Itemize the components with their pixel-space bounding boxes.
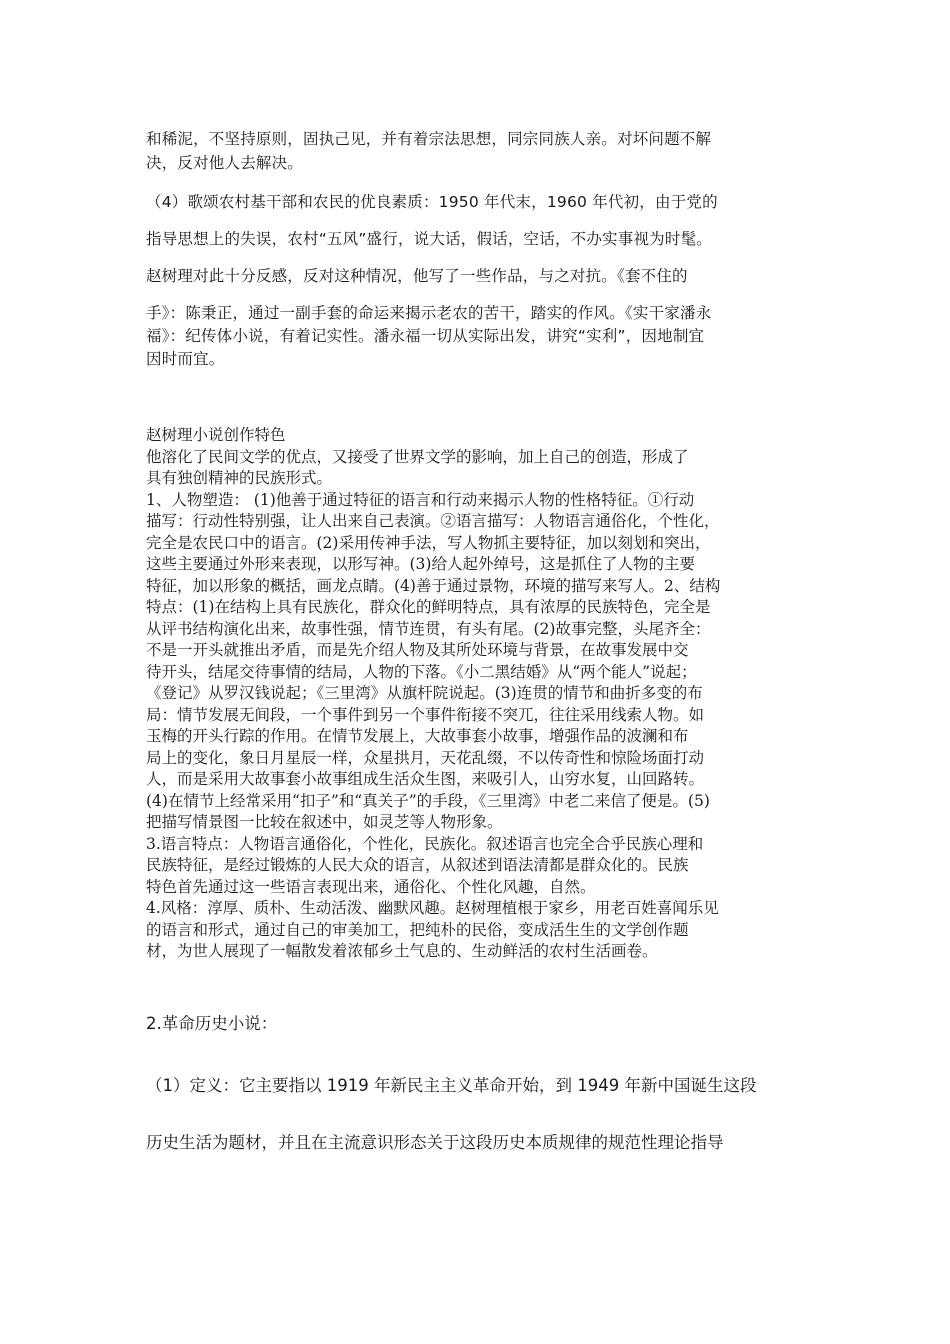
text-line: 他溶化了民间文学的优点，又接受了世界文学的影响，加上自己的创造，形成了 <box>146 447 689 466</box>
text-line: 手》：陈秉正，通过一副手套的命运来揭示老农的苦干，踏实的作风。《实干家潘永 <box>146 304 712 322</box>
text-line: 特点：(1)在结构上具有民族化，群众化的鲜明特点，具有浓厚的民族特色，完全是 <box>146 598 711 616</box>
text-line: 局：情节发展无间段，一个事件到另一个事件衔接不突兀，往往采用线索人物。如 <box>146 705 705 724</box>
text-line: 描写：行动性特别强，让人出来自己表演。②语言描写：人物语言通俗化，个性化， <box>146 512 720 530</box>
text-line: 具有独创精神的民族形式。 <box>146 469 333 487</box>
text-line: 3.语言特点：人物语言通俗化，个性化，民族化。叙述语言也完全合乎民族心理和 <box>146 834 704 853</box>
text-line: 《登记》从罗汉钱说起；《三里湾》从旗杆院说起。(3)连贯的情节和曲折多变的布 <box>146 684 703 702</box>
text-line: 不是一开头就推出矛盾，而是先介绍人物及其所处环境与背景，在故事发展中交 <box>146 641 689 659</box>
heading-revolutionary-fiction: 2.革命历史小说： <box>146 1014 278 1033</box>
text-line: 待开头，结尾交待事情的结局，人物的下落。《小二黑结婚》从“两个能人”说起； <box>146 662 697 681</box>
paragraph-continuation <box>146 127 814 175</box>
text-line: 指导思想上的失误，农村“五风”盛行，说大话，假话，空话，不办实事视为时髦。 <box>146 230 712 248</box>
text-line: 民族特征，是经过锻炼的人民大众的语言，从叙述到语法清都是群众化的。民族 <box>146 856 689 874</box>
text-line: 从评书结构演化出来，故事性强，情节连贯，有头有尾。(2)故事完整，头尾齐全： <box>146 619 711 638</box>
text-line: 完全是农民口中的语言。(2)采用传神手法，写人物抓主要特征，加以刻划和突出， <box>146 533 711 552</box>
text-line: 因时而宜。 <box>146 350 225 368</box>
text-line: 材，为世人展现了一幅散发着浓郁乡土气息的、生动鲜活的农村生活画卷。 <box>146 942 658 960</box>
text-line: （1）定义：它主要指以 1919 年新民主主义革命开始，到 1949 年新中国诞生这段 <box>146 1076 757 1095</box>
text-line: 决，反对他人去解决。 <box>146 154 304 172</box>
text-line: 赵树理对此十分反感，反对这种情况，他写了一些作品，与之对抗。《套不住的 <box>146 267 688 285</box>
text-line: 和稀泥，不坚持原则，固执己见，并有着宗法思想，同宗同族人亲。对坏问题不解 <box>146 130 712 148</box>
text-line: 福》：纪传体小说，有着记实性。潘永福一切从实际出发，讲究“实利”，因地制宜 <box>146 327 705 345</box>
definition-paragraph <box>146 1074 814 1188</box>
text-line: 这些主要通过外形来表现，以形写神。(3)给人起外绰号，这是抓住了人物的主要 <box>146 555 695 573</box>
text-line: 局上的变化，象日月星辰一样，众星拱月，天花乱缀，不以传奇性和惊险场面打动 <box>146 748 705 767</box>
text-line: 4.风格：淳厚、质朴、生动活泼、幽默风趣。赵树理植根于家乡，用老百姓喜闻乐见 <box>146 899 719 917</box>
text-line: 1、人物塑造： (1)他善于通过特征的语言和行动来揭示人物的性格特征。①行动 <box>146 490 695 509</box>
text-line: (4)在情节上经常采用“扣子”和“真关子”的手段，《三里湾》中老二来信了便是。(5) <box>146 791 710 810</box>
text-line: 的语言和形式，通过自己的审美加工，把纯朴的民俗，变成活生生的文学创作题 <box>146 920 689 939</box>
text-line: 历史生活为题材，并且在主流意识形态关于这段历史本质规律的规范性理论指导 <box>146 1133 724 1152</box>
text-line: 特色首先通过这一些语言表现出来，通俗化、个性化风趣，自然。 <box>146 877 596 896</box>
paragraph-praise-cadres <box>146 190 814 370</box>
section-title: 赵树理小说创作特色 <box>146 426 286 444</box>
text-line: 特征，加以形象的概括，画龙点睛。(4)善于通过景物，环境的描写来写人。2、结构 <box>146 576 721 595</box>
text-line: 把描写情景图一比较在叙述中，如灵芝等人物形象。 <box>146 813 503 831</box>
text-line: （4）歌颂农村基干部和农民的优良素质：1950 年代末，1960 年代初，由于党的 <box>146 193 718 211</box>
text-line: 人，而是采用大故事套小故事组成生活众生图，来吸引人，山穷水复，山回路转。 <box>146 770 705 788</box>
text-line: 玉梅的开头行踪的作用。在情节发展上，大故事套小故事，增强作品的波澜和布 <box>146 727 689 745</box>
features-section <box>146 425 814 963</box>
